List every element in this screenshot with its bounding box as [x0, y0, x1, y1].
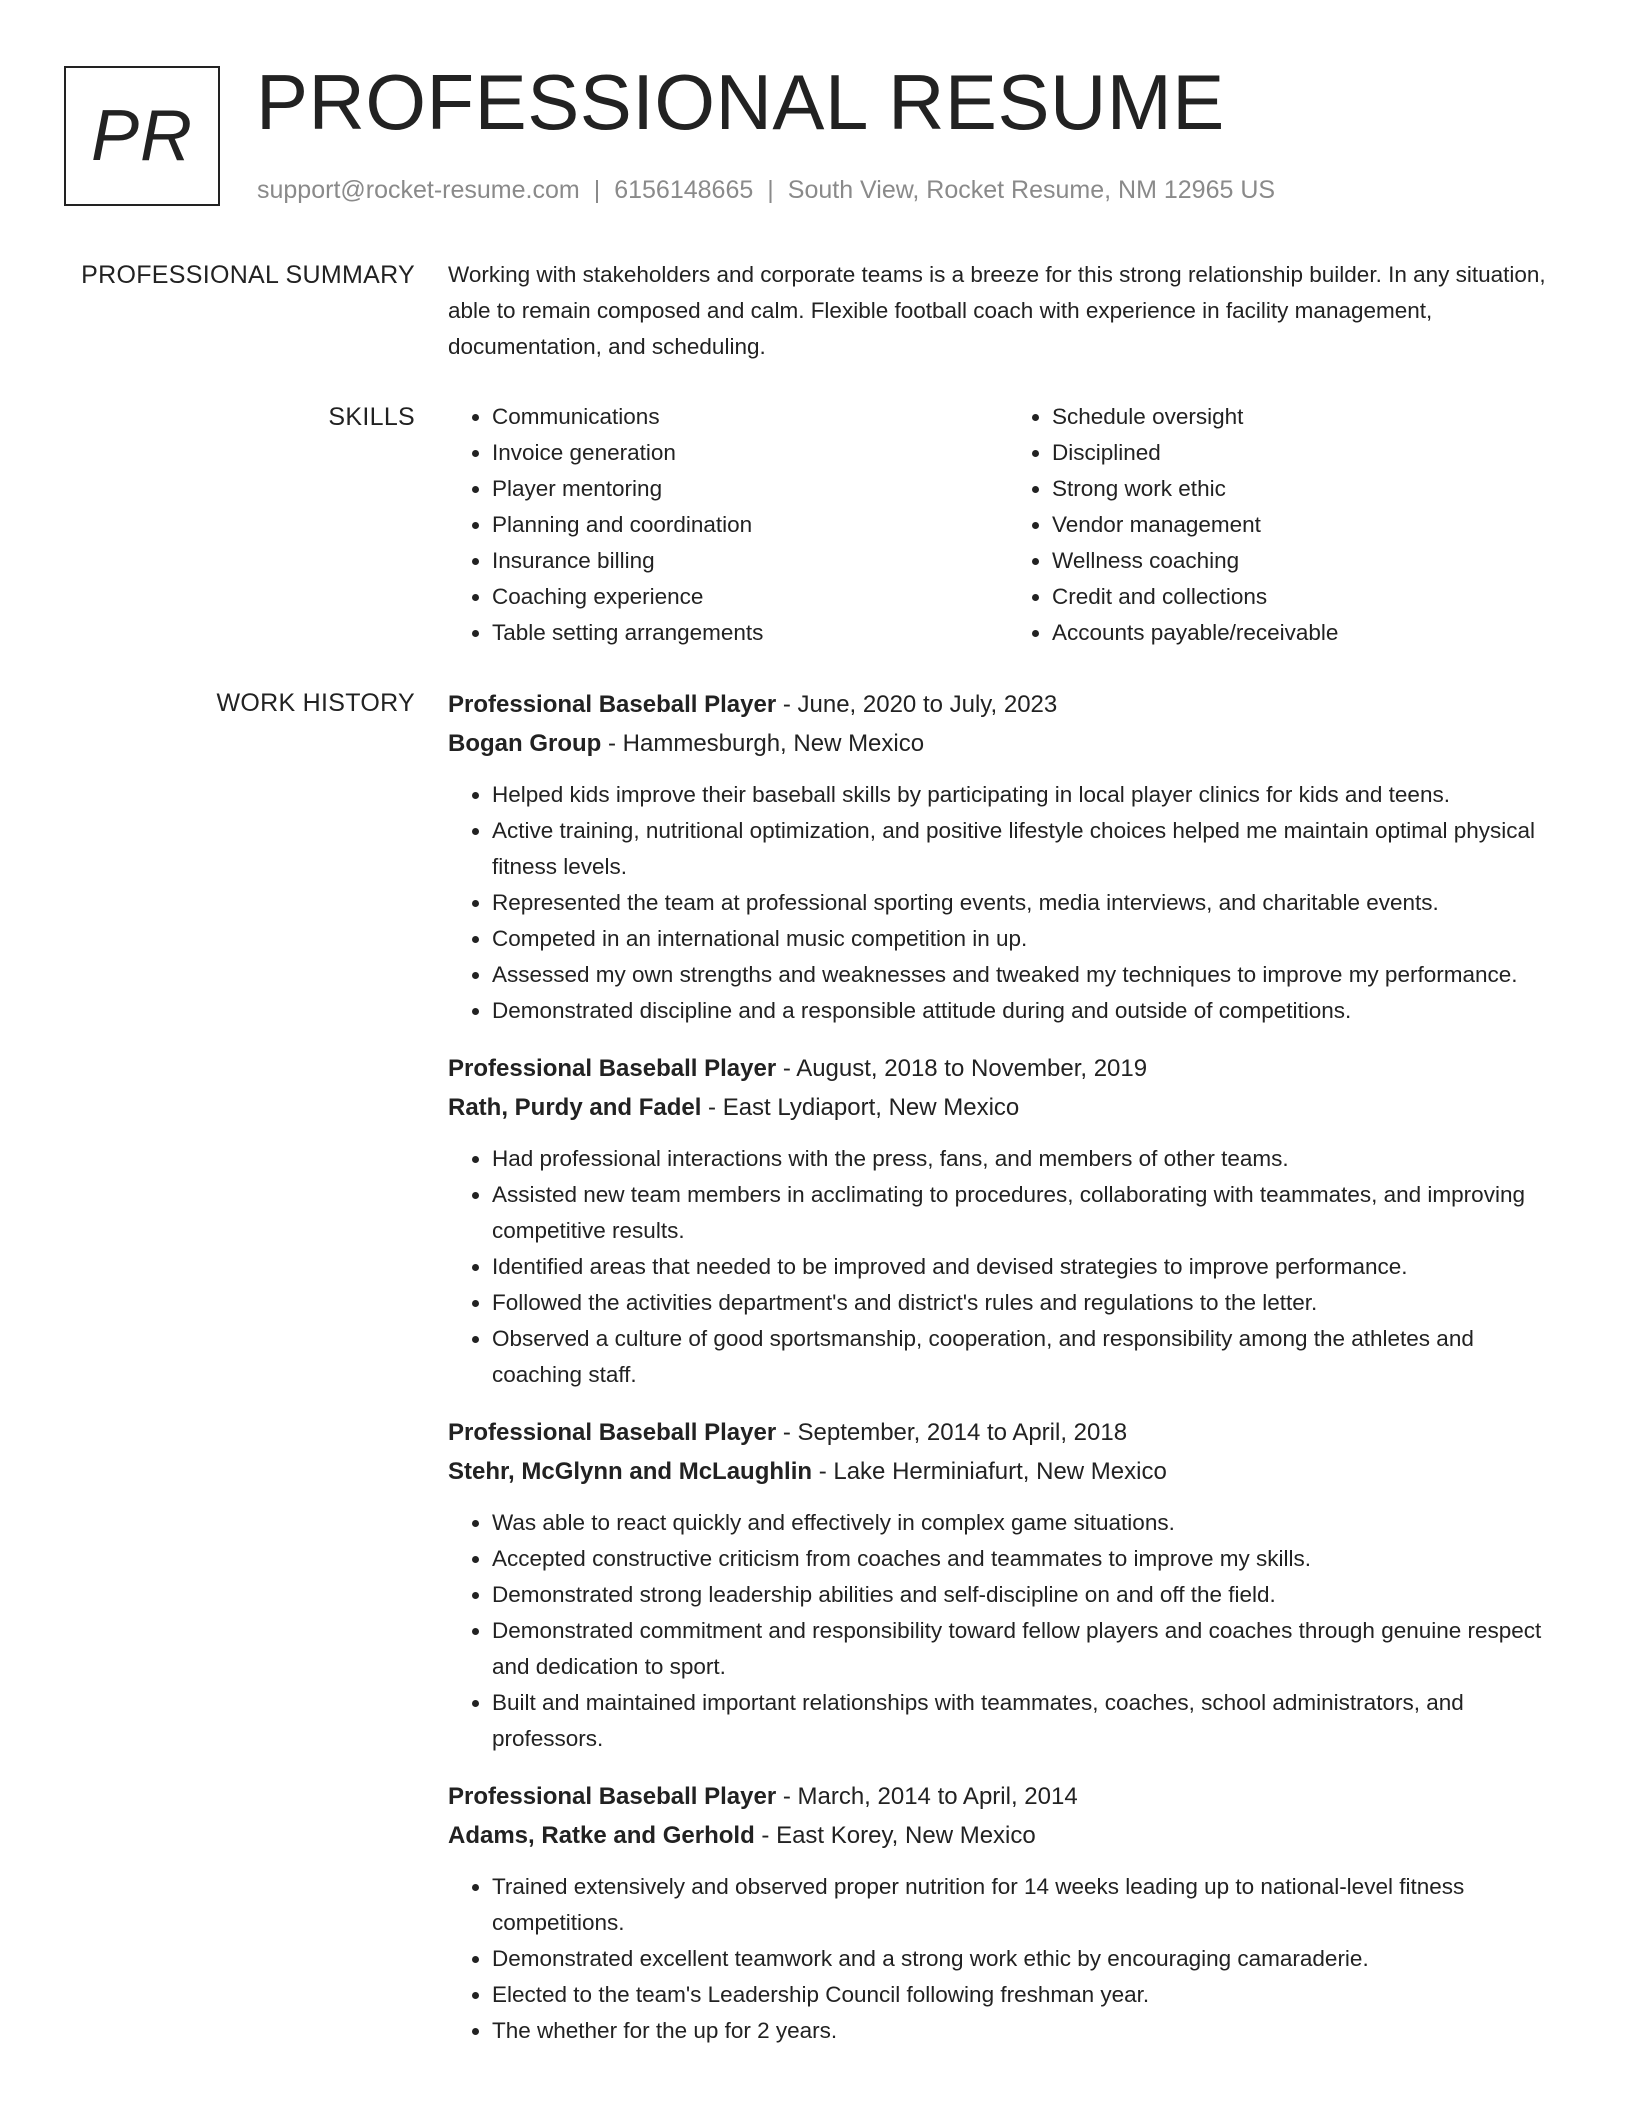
job-location: East Lydiaport, New Mexico	[722, 1094, 1020, 1121]
work-history-heading: WORK HISTORY	[216, 689, 415, 717]
job-dates: September, 2014 to April, 2018	[797, 1419, 1128, 1446]
skill-item: • Coaching experience	[492, 579, 1008, 615]
skill-item: • Invoice generation	[492, 435, 1008, 471]
job-dash: -	[754, 1822, 777, 1849]
resume-title: PROFESSIONAL RESUME	[256, 58, 1225, 146]
job-dates: June, 2020 to July, 2023	[797, 691, 1058, 718]
skill-item: • Table setting arrangements	[492, 615, 1008, 651]
job-bullet: • Assessed my own strengths and weaknesses and tweaked my techniques to improve my performance.	[492, 957, 1568, 993]
job-dates: March, 2014 to April, 2014	[797, 1783, 1078, 1810]
skill-item: • Wellness coaching	[1052, 543, 1568, 579]
job-location: Lake Herminiafurt, New Mexico	[833, 1458, 1167, 1485]
job-title: Professional Baseball Player	[448, 1055, 777, 1082]
job-bullet: • Observed a culture of good sportsmanship, cooperation, and responsibility among the athletes and coaching staff.	[492, 1321, 1568, 1393]
monogram-initials: PR	[90, 96, 194, 176]
skills-list-left	[448, 399, 1008, 651]
job-bullet: • Active training, nutritional optimization, and positive lifestyle choices helped me maintain optimal physical fitness levels.	[492, 813, 1568, 885]
job-dash: -	[701, 1094, 723, 1121]
job-dash: -	[776, 1055, 797, 1082]
skill-item: • Disciplined	[1052, 435, 1568, 471]
job-bullet: • Accepted constructive criticism from coaches and teammates to improve my skills.	[492, 1541, 1568, 1577]
job-title: Professional Baseball Player	[448, 1419, 777, 1446]
skills-heading: SKILLS	[328, 403, 415, 431]
skill-item: • Credit and collections	[1052, 579, 1568, 615]
skill-item: • Planning and coordination	[492, 507, 1008, 543]
job-company-line	[448, 1816, 1568, 1855]
contact-phone: 6156148665	[614, 176, 754, 204]
job-bullet: • The whether for the up for 2 years.	[492, 2013, 1568, 2049]
skill-item: • Schedule oversight	[1052, 399, 1568, 435]
job-bullet: • Followed the activities department's and district's rules and regulations to the letter.	[492, 1285, 1568, 1321]
job-entry	[448, 1777, 1568, 2049]
job-title: Professional Baseball Player	[448, 691, 777, 718]
job-location: East Korey, New Mexico	[776, 1822, 1036, 1849]
skill-item: • Communications	[492, 399, 1008, 435]
job-bullet-list	[448, 1869, 1568, 2049]
job-bullet-list	[448, 777, 1568, 1029]
summary-heading: PROFESSIONAL SUMMARY	[81, 261, 415, 289]
job-bullet: • Competed in an international music competition in up.	[492, 921, 1568, 957]
skill-item: • Vendor management	[1052, 507, 1568, 543]
contact-separator: |	[767, 176, 774, 204]
skills-body	[448, 399, 1568, 651]
skill-item: • Insurance billing	[492, 543, 1008, 579]
job-bullet: • Demonstrated strong leadership abilities and self-discipline on and off the field.	[492, 1577, 1568, 1613]
skills-list-right	[1008, 399, 1568, 651]
contact-address: South View, Rocket Resume, NM 12965 US	[787, 176, 1276, 204]
job-bullet-list	[448, 1505, 1568, 1757]
skill-item: • Accounts payable/receivable	[1052, 615, 1568, 651]
job-dates: August, 2018 to November, 2019	[796, 1055, 1148, 1082]
summary-text: Working with stakeholders and corporate teams is a breeze for this strong relationship builder. In any situation, able to remain composed and calm. Flexible football coach with experience in facility management, documentation, and scheduling.	[448, 262, 1546, 359]
job-bullet: • Built and maintained important relationships with teammates, coaches, school administrators, and professors.	[492, 1685, 1568, 1757]
job-title: Professional Baseball Player	[448, 1783, 777, 1810]
job-company: Rath, Purdy and Fadel	[448, 1094, 702, 1121]
contact-separator: |	[593, 176, 601, 204]
job-dash: -	[776, 691, 798, 718]
work-history-body	[448, 685, 1568, 2069]
job-dash: -	[776, 1783, 798, 1810]
skill-item: • Strong work ethic	[1052, 471, 1568, 507]
contact-email: support@rocket-resume.com	[257, 176, 580, 204]
job-bullet: • Helped kids improve their baseball skills by participating in local player clinics for kids and teens.	[492, 777, 1568, 813]
job-bullet: • Had professional interactions with the press, fans, and members of other teams.	[492, 1141, 1568, 1177]
job-title-line	[448, 685, 1568, 724]
job-bullet: • Demonstrated discipline and a responsible attitude during and outside of competitions.	[492, 993, 1568, 1029]
job-company-line	[448, 1088, 1568, 1127]
summary-body	[448, 257, 1568, 365]
job-dash: -	[776, 1419, 798, 1446]
job-title-line	[448, 1049, 1568, 1088]
job-location: Hammesburgh, New Mexico	[622, 730, 925, 757]
job-company: Stehr, McGlynn and McLaughlin	[448, 1458, 813, 1485]
job-bullet: • Elected to the team's Leadership Council following freshman year.	[492, 1977, 1568, 2013]
job-bullet: • Was able to react quickly and effectively in complex game situations.	[492, 1505, 1568, 1541]
job-company-line	[448, 724, 1568, 763]
job-title-line	[448, 1777, 1568, 1816]
job-dash: -	[601, 730, 623, 757]
job-company-line	[448, 1452, 1568, 1491]
monogram-box	[64, 66, 220, 206]
job-entry	[448, 1413, 1568, 1757]
skill-item: • Player mentoring	[492, 471, 1008, 507]
job-entry	[448, 685, 1568, 1029]
job-entry	[448, 1049, 1568, 1393]
job-bullet-list	[448, 1141, 1568, 1393]
job-bullet: • Demonstrated excellent teamwork and a strong work ethic by encouraging camaraderie.	[492, 1941, 1568, 1977]
job-dash: -	[812, 1458, 834, 1485]
job-title-line	[448, 1413, 1568, 1452]
job-company: Adams, Ratke and Gerhold	[448, 1822, 755, 1849]
job-company: Bogan Group	[448, 730, 602, 757]
job-bullet: • Trained extensively and observed proper nutrition for 14 weeks leading up to national-level fitness competitions.	[492, 1869, 1568, 1941]
job-bullet: • Demonstrated commitment and responsibility toward fellow players and coaches through genuine respect and dedication to sport.	[492, 1613, 1568, 1685]
job-bullet: • Assisted new team members in acclimating to procedures, collaborating with teammates, and improving competitive results.	[492, 1177, 1568, 1249]
job-bullet: • Represented the team at professional sporting events, media interviews, and charitable events.	[492, 885, 1568, 921]
job-bullet: • Identified areas that needed to be improved and devised strategies to improve performance.	[492, 1249, 1568, 1285]
contact-line	[257, 174, 1275, 206]
